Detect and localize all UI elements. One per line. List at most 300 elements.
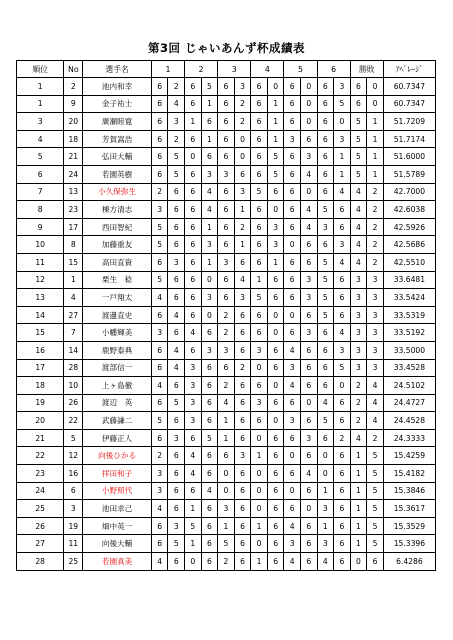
average-cell: 15.3846 [383,482,435,500]
player-no-cell: 1 [64,271,83,289]
average-cell: 42.5926 [383,218,435,236]
player-no-cell: 21 [64,148,83,166]
wins-cell: 3 [350,306,367,324]
score-cell: 1 [267,253,284,271]
score-cell: 0 [334,377,351,395]
score-cell: 2 [218,306,235,324]
table-row [17,465,436,483]
losses-cell: 2 [367,218,384,236]
score-cell: 0 [234,148,251,166]
score-cell: 3 [334,130,351,148]
score-cell: 6 [251,412,268,430]
score-cell: 0 [267,201,284,219]
score-cell: 6 [201,465,218,483]
score-cell: 4 [201,183,218,201]
score-cell: 4 [151,500,168,518]
score-cell: 4 [334,253,351,271]
score-cell: 5 [317,306,334,324]
score-cell: 6 [317,130,334,148]
player-no-cell: 4 [64,289,83,307]
score-cell: 1 [201,253,218,271]
player-no-cell: 7 [64,324,83,342]
score-cell: 6 [317,165,334,183]
rank-cell: 1 [17,95,64,113]
score-cell: 6 [201,412,218,430]
score-cell: 6 [317,236,334,254]
score-cell: 4 [334,324,351,342]
score-cell: 5 [251,289,268,307]
player-name-cell: 畑中英一 [83,517,152,535]
wins-cell: 3 [350,341,367,359]
score-cell: 1 [267,130,284,148]
score-cell: 6 [185,253,202,271]
score-cell: 0 [267,306,284,324]
rank-cell: 27 [17,535,64,553]
score-cell: 1 [201,95,218,113]
score-cell: 6 [168,183,185,201]
score-cell: 6 [168,553,185,571]
score-cell: 4 [234,271,251,289]
score-cell: 3 [168,517,185,535]
score-cell: 6 [267,359,284,377]
score-cell: 4 [201,482,218,500]
score-cell: 3 [334,341,351,359]
score-cell: 5 [151,218,168,236]
table-row [17,113,436,131]
player-no-cell: 18 [64,130,83,148]
player-name-cell: 向後大輔 [83,535,152,553]
score-cell: 6 [218,236,235,254]
score-cell: 6 [284,289,301,307]
table-row [17,78,436,96]
score-cell: 4 [168,359,185,377]
score-cell: 6 [317,183,334,201]
score-cell: 6 [151,253,168,271]
score-cell: 6 [185,341,202,359]
score-cell: 0 [300,183,317,201]
score-cell: 3 [185,394,202,412]
score-cell: 6 [284,394,301,412]
table-row [17,359,436,377]
score-cell: 2 [234,113,251,131]
score-cell: 1 [185,500,202,518]
wins-cell: 1 [350,482,367,500]
player-name-cell: 拝田和子 [83,465,152,483]
header-win-loss: 勝敗 [350,61,383,78]
rank-cell: 7 [17,183,64,201]
score-cell: 2 [168,78,185,96]
score-cell: 3 [185,359,202,377]
score-cell: 6 [185,271,202,289]
score-cell: 2 [151,447,168,465]
score-cell: 6 [151,165,168,183]
average-cell: 15.3617 [383,500,435,518]
average-cell: 51.7209 [383,113,435,131]
score-cell: 6 [284,324,301,342]
score-cell: 6 [251,148,268,166]
score-cell: 6 [300,482,317,500]
score-cell: 6 [267,465,284,483]
rank-cell: 4 [17,130,64,148]
rank-cell: 20 [17,412,64,430]
average-cell: 24.4727 [383,394,435,412]
score-cell: 6 [284,500,301,518]
score-cell: 6 [151,394,168,412]
score-cell: 6 [267,535,284,553]
rank-cell: 28 [17,553,64,571]
score-cell: 5 [168,394,185,412]
results-table [16,60,436,571]
losses-cell: 4 [367,377,384,395]
player-name-cell: 棟方清志 [83,201,152,219]
score-cell: 5 [151,236,168,254]
score-cell: 6 [251,78,268,96]
wins-cell: 4 [350,201,367,219]
score-cell: 6 [151,78,168,96]
average-cell: 42.6038 [383,201,435,219]
table-row [17,500,436,518]
score-cell: 0 [317,447,334,465]
player-name-cell: 池内和幸 [83,78,152,96]
losses-cell: 6 [367,553,384,571]
score-cell: 3 [201,341,218,359]
score-cell: 1 [267,95,284,113]
score-cell: 3 [151,482,168,500]
wins-cell: 5 [350,148,367,166]
score-cell: 6 [267,553,284,571]
score-cell: 6 [185,201,202,219]
player-name-cell: 芳賀嵩浩 [83,130,152,148]
score-cell: 6 [201,359,218,377]
wins-cell: 4 [350,218,367,236]
score-cell: 6 [267,517,284,535]
score-cell: 6 [267,183,284,201]
score-cell: 3 [284,412,301,430]
score-cell: 0 [267,377,284,395]
score-cell: 3 [201,289,218,307]
score-cell: 3 [234,289,251,307]
wins-cell: 5 [350,130,367,148]
score-cell: 5 [334,95,351,113]
rank-cell: 8 [17,201,64,219]
score-cell: 3 [300,148,317,166]
score-cell: 1 [317,482,334,500]
score-cell: 6 [218,359,235,377]
score-cell: 0 [267,324,284,342]
score-cell: 6 [300,553,317,571]
player-no-cell: 27 [64,306,83,324]
score-cell: 6 [300,517,317,535]
table-row [17,535,436,553]
table-row [17,482,436,500]
losses-cell: 3 [367,289,384,307]
score-cell: 6 [300,412,317,430]
score-cell: 6 [218,95,235,113]
score-cell: 5 [185,517,202,535]
score-cell: 6 [284,95,301,113]
player-name-cell: 鹿野泰典 [83,341,152,359]
average-cell: 42.5510 [383,253,435,271]
score-cell: 6 [267,271,284,289]
score-cell: 6 [201,377,218,395]
score-cell: 6 [284,271,301,289]
score-cell: 3 [300,429,317,447]
average-cell: 15.4182 [383,465,435,483]
losses-cell: 4 [367,412,384,430]
player-no-cell: 16 [64,465,83,483]
player-name-cell: 池田求己 [83,500,152,518]
score-cell: 6 [234,500,251,518]
score-cell: 6 [300,306,317,324]
score-cell: 0 [251,535,268,553]
player-no-cell: 20 [64,113,83,131]
score-cell: 6 [334,306,351,324]
player-no-cell: 24 [64,165,83,183]
player-no-cell: 15 [64,253,83,271]
header-game-4: 4 [251,61,284,78]
score-cell: 3 [168,429,185,447]
score-cell: 6 [334,218,351,236]
player-name-cell: 渡部信一 [83,359,152,377]
score-cell: 6 [234,517,251,535]
score-cell: 6 [334,412,351,430]
score-cell: 6 [185,289,202,307]
score-cell: 6 [317,341,334,359]
score-cell: 0 [284,306,301,324]
wins-cell: 4 [350,183,367,201]
score-cell: 0 [300,394,317,412]
rank-cell: 21 [17,429,64,447]
score-cell: 0 [267,78,284,96]
rank-cell: 6 [17,165,64,183]
score-cell: 6 [251,130,268,148]
player-name-cell: 西田智紀 [83,218,152,236]
score-cell: 0 [300,500,317,518]
losses-cell: 3 [367,271,384,289]
score-cell: 5 [334,359,351,377]
losses-cell: 1 [367,148,384,166]
wins-cell: 3 [350,359,367,377]
score-cell: 2 [218,377,235,395]
table-row [17,341,436,359]
score-cell: 6 [151,130,168,148]
score-cell: 6 [218,201,235,219]
score-cell: 6 [284,201,301,219]
score-cell: 6 [284,148,301,166]
score-cell: 1 [334,165,351,183]
score-cell: 5 [151,412,168,430]
score-cell: 3 [300,289,317,307]
player-no-cell: 19 [64,517,83,535]
score-cell: 2 [234,218,251,236]
average-cell: 15.3529 [383,517,435,535]
wins-cell: 2 [350,377,367,395]
score-cell: 4 [284,377,301,395]
score-cell: 4 [185,447,202,465]
wins-cell: 1 [350,500,367,518]
player-no-cell: 8 [64,236,83,254]
score-cell: 5 [267,165,284,183]
score-cell: 6 [334,201,351,219]
score-cell: 3 [251,394,268,412]
table-row [17,218,436,236]
score-cell: 6 [334,500,351,518]
rank-cell: 12 [17,271,64,289]
player-name-cell: 向後ひかる [83,447,152,465]
score-cell: 0 [251,482,268,500]
score-cell: 6 [234,341,251,359]
rank-cell: 16 [17,341,64,359]
wins-cell: 3 [350,324,367,342]
score-cell: 6 [317,359,334,377]
table-row [17,271,436,289]
player-no-cell: 17 [64,218,83,236]
score-cell: 6 [185,306,202,324]
score-cell: 6 [168,412,185,430]
score-cell: 6 [334,535,351,553]
average-cell: 24.3333 [383,429,435,447]
score-cell: 6 [317,377,334,395]
score-cell: 3 [168,253,185,271]
table-row [17,201,436,219]
score-cell: 4 [300,218,317,236]
average-cell: 24.5102 [383,377,435,395]
score-cell: 6 [185,183,202,201]
score-cell: 6 [300,377,317,395]
player-no-cell: 2 [64,78,83,96]
player-name-cell: 若園真美 [83,553,152,571]
score-cell: 1 [251,553,268,571]
score-cell: 6 [234,306,251,324]
score-cell: 6 [201,535,218,553]
score-cell: 6 [251,306,268,324]
wins-cell: 4 [350,253,367,271]
score-cell: 0 [251,429,268,447]
score-cell: 4 [168,306,185,324]
score-cell: 3 [234,447,251,465]
player-name-cell: 小野照代 [83,482,152,500]
score-cell: 6 [284,253,301,271]
score-cell: 3 [185,377,202,395]
score-cell: 3 [334,78,351,96]
score-cell: 5 [317,201,334,219]
score-cell: 4 [300,201,317,219]
score-cell: 6 [201,324,218,342]
player-name-cell: 小久保弥生 [83,183,152,201]
score-cell: 6 [218,271,235,289]
score-cell: 6 [185,236,202,254]
score-cell: 6 [234,394,251,412]
score-cell: 6 [151,429,168,447]
table-row [17,148,436,166]
score-cell: 6 [317,148,334,166]
score-cell: 4 [185,324,202,342]
player-name-cell: 廣瀬睦寛 [83,113,152,131]
score-cell: 4 [201,201,218,219]
score-cell: 6 [151,535,168,553]
score-cell: 6 [334,553,351,571]
table-row [17,289,436,307]
losses-cell: 5 [367,482,384,500]
score-cell: 5 [317,412,334,430]
score-cell: 1 [267,113,284,131]
score-cell: 1 [251,447,268,465]
score-cell: 0 [218,465,235,483]
score-cell: 3 [267,218,284,236]
player-no-cell: 6 [64,482,83,500]
score-cell: 2 [334,429,351,447]
score-cell: 6 [251,95,268,113]
score-cell: 3 [234,78,251,96]
score-cell: 6 [185,130,202,148]
rank-cell: 10 [17,236,64,254]
average-cell: 33.4528 [383,359,435,377]
player-name-cell: 一戸翔太 [83,289,152,307]
wins-cell: 3 [350,271,367,289]
score-cell: 1 [234,236,251,254]
average-cell: 51.7174 [383,130,435,148]
rank-cell: 26 [17,517,64,535]
average-cell: 51.6000 [383,148,435,166]
score-cell: 6 [185,429,202,447]
score-cell: 0 [185,553,202,571]
score-cell: 0 [218,482,235,500]
score-cell: 6 [151,95,168,113]
average-cell: 60.7347 [383,78,435,96]
score-cell: 3 [151,324,168,342]
score-cell: 1 [185,113,202,131]
player-no-cell: 11 [64,535,83,553]
score-cell: 1 [218,517,235,535]
average-cell: 33.5000 [383,341,435,359]
score-cell: 6 [317,113,334,131]
score-cell: 6 [251,113,268,131]
score-cell: 6 [267,289,284,307]
score-cell: 6 [334,271,351,289]
score-cell: 4 [185,465,202,483]
table-row [17,447,436,465]
player-no-cell: 25 [64,553,83,571]
score-cell: 3 [284,130,301,148]
score-cell: 6 [168,218,185,236]
losses-cell: 2 [367,236,384,254]
player-name-cell: 加藤重友 [83,236,152,254]
score-cell: 6 [218,183,235,201]
player-no-cell: 26 [64,394,83,412]
losses-cell: 2 [367,183,384,201]
score-cell: 6 [151,148,168,166]
score-cell: 6 [168,482,185,500]
score-cell: 5 [218,535,235,553]
losses-cell: 1 [367,165,384,183]
score-cell: 5 [317,253,334,271]
score-cell: 3 [201,236,218,254]
average-cell: 6.4286 [383,553,435,571]
score-cell: 5 [151,271,168,289]
score-cell: 6 [185,165,202,183]
table-row [17,517,436,535]
score-cell: 6 [251,236,268,254]
average-cell: 15.4259 [383,447,435,465]
score-cell: 5 [251,183,268,201]
player-no-cell: 10 [64,377,83,395]
score-cell: 6 [267,341,284,359]
score-cell: 6 [185,218,202,236]
player-no-cell: 3 [64,500,83,518]
score-cell: 6 [234,429,251,447]
player-no-cell: 9 [64,95,83,113]
wins-cell: 1 [350,447,367,465]
